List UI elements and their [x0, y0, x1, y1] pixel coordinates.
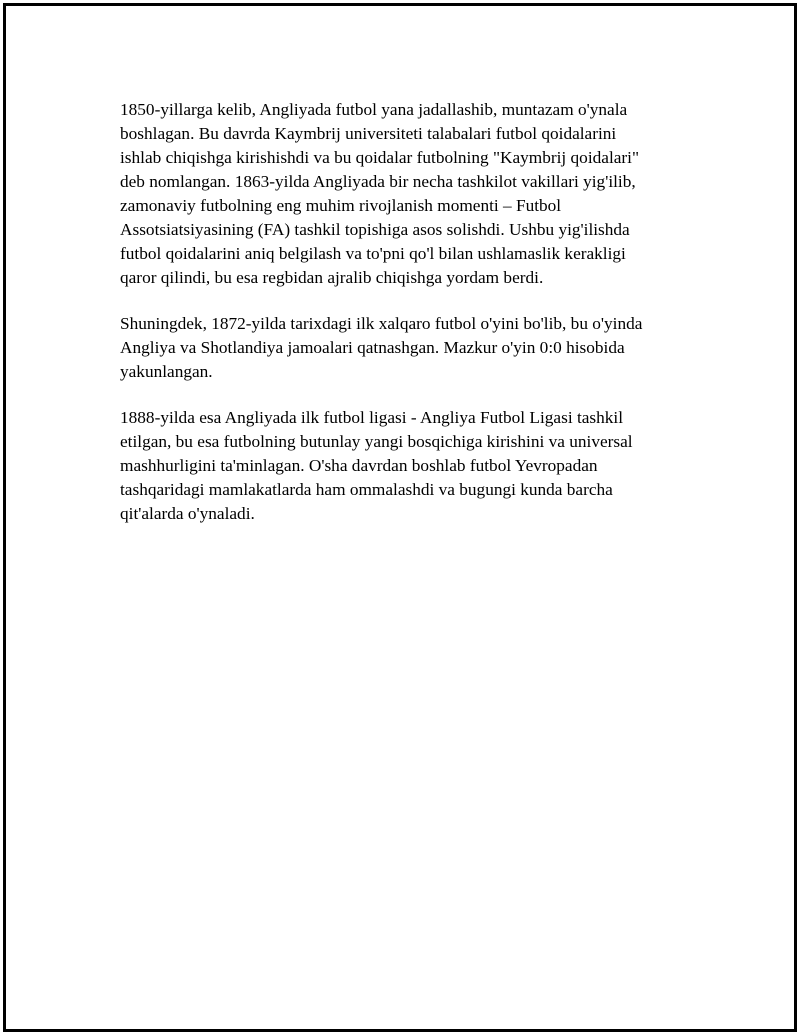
paragraph-line: zamonaviy futbolning eng muhim rivojlanish momenti – Futbol [120, 196, 562, 215]
paragraph-line: tashqaridagi mamlakatlarda ham ommalashdi va bugungi kunda barcha [120, 480, 613, 499]
paragraph-line: deb nomlangan. 1863-yilda Angliyada bir necha tashkilot vakillari yig'ilib, [120, 172, 636, 191]
paragraph-line: qaror qilindi, bu esa regbidan ajralib chiqishga yordam berdi. [120, 268, 544, 287]
paragraph-2 [120, 312, 700, 384]
paragraph-line: futbol qoidalarini aniq belgilash va to'pni qo'l bilan ushlamaslik kerakligi [120, 244, 626, 263]
paragraph-line: 1850-yillarga kelib, Angliyada futbol yana jadallashib, muntazam o'ynala [120, 100, 628, 119]
paragraph-line: Assotsiatsiyasining (FA) tashkil topishiga asos solishdi. Ushbu yig'ilishda [120, 220, 630, 239]
paragraph-line: qit'alarda o'ynaladi. [120, 504, 255, 523]
paragraph-line: etilgan, bu esa futbolning butunlay yangi bosqichiga kirishini va universal [120, 432, 633, 451]
paragraph-line: yakunlangan. [120, 362, 213, 381]
paragraph-line: ishlab chiqishga kirishishdi va bu qoidalar futbolning "Kaymbrij qoidalari" [120, 148, 640, 167]
page-frame [3, 3, 797, 1032]
paragraph-line: Shuningdek, 1872-yilda tarixdagi ilk xalqaro futbol o'yini bo'lib, bu o'yinda [120, 314, 643, 333]
paragraph-line: 1888-yilda esa Angliyada ilk futbol ligasi - Angliya Futbol Ligasi tashkil [120, 408, 624, 427]
paragraph-1 [120, 98, 700, 290]
paragraph-3 [120, 406, 700, 526]
paragraph-line: mashhurligini ta'minlagan. O'sha davrdan boshlab futbol Yevropadan [120, 456, 598, 475]
document-body [120, 98, 700, 548]
paragraph-line: boshlagan. Bu davrda Kaymbrij universiteti talabalari futbol qoidalarini [120, 124, 617, 143]
paragraph-line: Angliya va Shotlandiya jamoalari qatnashgan. Mazkur o'yin 0:0 hisobida [120, 338, 625, 357]
